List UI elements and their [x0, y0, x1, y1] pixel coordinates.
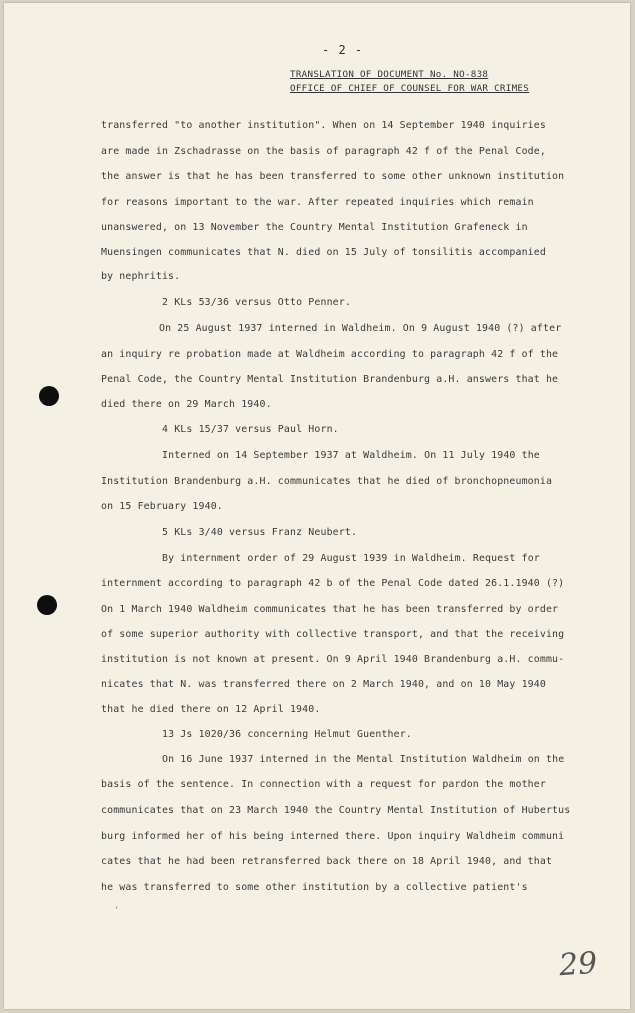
- body-line: he was transferred to some other institution by a collective patient's: [101, 882, 528, 893]
- body-line: 5 KLs 3/40 versus Franz Neubert.: [162, 527, 358, 538]
- body-line: nicates that N. was transferred there on 2 March 1940, and on 10 May 1940: [101, 679, 546, 690]
- body-line: that he died there on 12 April 1940.: [101, 704, 321, 715]
- body-line: died there on 29 March 1940.: [101, 399, 272, 410]
- body-line: 2 KLs 53/36 versus Otto Penner.: [162, 297, 351, 308]
- body-line: communicates that on 23 March 1940 the Country Mental Institution of Hubertus: [101, 805, 571, 816]
- body-line: 4 KLs 15/37 versus Paul Horn.: [162, 424, 339, 435]
- body-line: transferred "to another institution". When on 14 September 1940 inquiries: [101, 120, 546, 131]
- body-line: for reasons important to the war. After repeated inquiries which remain: [101, 197, 534, 208]
- body-line: cates that he had been retransferred back there on 18 April 1940, and that: [101, 856, 553, 867]
- body-line: Institution Brandenburg a.H. communicates that he died of bronchopneumonia: [101, 476, 553, 487]
- body-line: burg informed her of his being interned there. Upon inquiry Waldheim communi: [101, 831, 565, 842]
- body-line: By internment order of 29 August 1939 in Waldheim. Request for: [162, 553, 540, 564]
- body-line: internment according to paragraph 42 b of the Penal Code dated 26.1.1940 (?): [101, 578, 565, 589]
- body-line: by nephritis.: [101, 271, 181, 282]
- header-translation-line: TRANSLATION OF DOCUMENT No. NO-838: [290, 69, 489, 80]
- body-line: on 15 February 1940.: [101, 501, 223, 512]
- body-line: are made in Zschadrasse on the basis of paragraph 42 f of the Penal Code,: [101, 146, 546, 157]
- body-line: On 16 June 1937 interned in the Mental Institution Waldheim on the: [162, 754, 565, 765]
- body-line: institution is not known at present. On 9 April 1940 Brandenburg a.H. commu-: [101, 654, 565, 665]
- body-line: basis of the sentence. In connection with a request for pardon the mother: [101, 779, 546, 790]
- header-office-line: OFFICE OF CHIEF OF COUNSEL FOR WAR CRIMES: [290, 83, 530, 94]
- pencil-mark: ‚: [114, 901, 120, 911]
- body-line: of some superior authority with collective transport, and that the receiving: [101, 629, 565, 640]
- body-line: the answer is that he has been transferred to some other unknown institution: [101, 171, 565, 182]
- handwritten-page-number: 29: [557, 945, 599, 984]
- body-line: 13 Js 1020/36 concerning Helmut Guenther.: [162, 729, 412, 740]
- body-line: an inquiry re probation made at Waldheim according to paragraph 42 f of the: [101, 349, 559, 360]
- body-line: unanswered, on 13 November the Country Mental Institution Grafeneck in: [101, 222, 528, 233]
- body-line: Interned on 14 September 1937 at Waldheim. On 11 July 1940 the: [162, 450, 540, 461]
- document-page: [4, 3, 630, 1009]
- page-number: - 2 -: [322, 43, 364, 57]
- body-line: On 25 August 1937 interned in Waldheim. On 9 August 1940 (?) after: [159, 323, 562, 334]
- body-line: On 1 March 1940 Waldheim communicates that he has been transferred by order: [101, 604, 559, 615]
- punch-hole-bottom: [37, 595, 57, 615]
- body-line: Muensingen communicates that N. died on 15 July of tonsilitis accompanied: [101, 247, 546, 258]
- punch-hole-top: [39, 386, 59, 406]
- body-line: Penal Code, the Country Mental Institution Brandenburg a.H. answers that he: [101, 374, 559, 385]
